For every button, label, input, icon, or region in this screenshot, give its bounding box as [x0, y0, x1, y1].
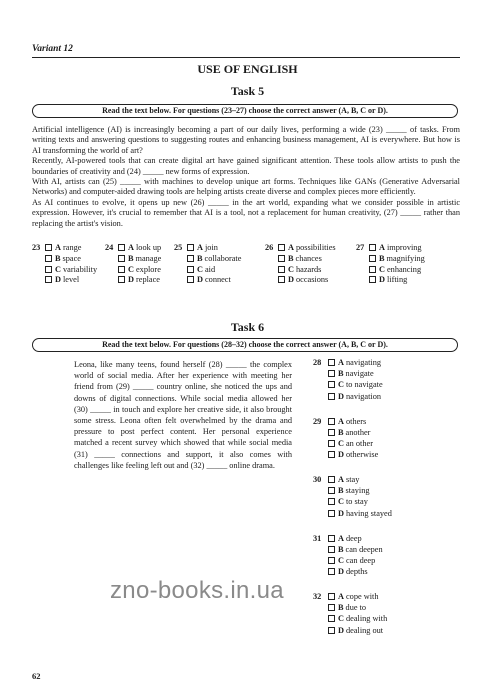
checkbox-icon[interactable] — [278, 266, 285, 273]
option-text: look up — [136, 243, 162, 252]
option-letter: C — [338, 614, 344, 624]
answer-option[interactable] — [369, 254, 425, 265]
option-letter: A — [338, 358, 344, 367]
checkbox-icon[interactable] — [328, 627, 335, 634]
option-letter: B — [338, 544, 344, 554]
question-number: 27 — [356, 243, 365, 252]
option-letter: D — [379, 275, 385, 285]
option-text: depths — [346, 567, 368, 577]
answer-option[interactable] — [278, 275, 328, 286]
checkbox-icon[interactable] — [187, 276, 194, 283]
checkbox-icon[interactable] — [45, 266, 52, 273]
option-text: another — [345, 427, 371, 437]
option-letter: A — [338, 592, 344, 601]
option-letter: A — [55, 243, 61, 252]
option-text: manage — [135, 253, 162, 263]
checkbox-icon[interactable] — [45, 255, 52, 262]
answer-option[interactable] — [328, 534, 362, 545]
answer-option[interactable] — [45, 254, 81, 265]
checkbox-icon[interactable] — [328, 546, 335, 553]
answer-option[interactable] — [328, 486, 370, 497]
option-text: occasions — [296, 275, 329, 285]
answer-option[interactable] — [187, 243, 218, 254]
checkbox-icon[interactable] — [118, 244, 125, 251]
answer-option[interactable] — [328, 392, 381, 403]
question-number: 32 — [313, 592, 322, 601]
option-text: dealing out — [346, 625, 384, 635]
option-text: improving — [387, 243, 422, 252]
question-number: 28 — [313, 358, 322, 367]
option-text: explore — [136, 264, 161, 274]
checkbox-icon[interactable] — [328, 393, 335, 400]
option-letter: D — [338, 450, 344, 460]
option-letter: B — [338, 486, 344, 496]
option-letter: C — [338, 438, 344, 448]
answer-option[interactable] — [328, 417, 366, 428]
checkbox-icon[interactable] — [328, 568, 335, 575]
option-letter: B — [55, 253, 61, 263]
option-text: can deepen — [345, 544, 383, 554]
option-letter: C — [128, 264, 134, 274]
answer-option[interactable] — [328, 475, 359, 486]
checkbox-icon[interactable] — [278, 244, 285, 251]
checkbox-icon[interactable] — [278, 276, 285, 283]
option-letter: D — [55, 275, 61, 285]
option-text: to navigate — [346, 380, 383, 390]
option-letter: B — [338, 427, 344, 437]
option-letter: C — [288, 264, 294, 274]
answer-option[interactable] — [328, 509, 392, 520]
option-text: deep — [346, 533, 362, 543]
option-text: connect — [205, 275, 231, 285]
option-text: replace — [136, 275, 160, 285]
checkbox-icon[interactable] — [187, 244, 194, 251]
answer-option[interactable] — [328, 369, 374, 380]
watermark-text: zno-books.in.ua — [110, 577, 284, 604]
answer-option[interactable] — [278, 254, 322, 265]
checkbox-icon[interactable] — [118, 266, 125, 273]
option-letter: D — [288, 275, 294, 285]
question-number: 30 — [313, 475, 322, 484]
variant-label: Variant 12 — [32, 44, 73, 54]
option-text: navigation — [346, 391, 382, 401]
question-number: 29 — [313, 416, 322, 426]
question-number: 23 — [32, 243, 41, 252]
task5-title: Task 5 — [230, 84, 265, 98]
answer-option[interactable] — [118, 254, 161, 265]
question-number: 25 — [174, 243, 183, 252]
checkbox-icon[interactable] — [328, 359, 335, 366]
checkbox-icon[interactable] — [369, 276, 376, 283]
answer-option[interactable] — [328, 592, 379, 603]
checkbox-icon[interactable] — [328, 381, 335, 388]
checkbox-icon[interactable] — [278, 255, 285, 262]
answer-option[interactable] — [328, 450, 378, 461]
option-text: collaborate — [204, 253, 242, 263]
section-title: USE OF ENGLISH — [197, 62, 298, 76]
header-divider — [32, 57, 460, 58]
option-text: having stayed — [346, 508, 392, 518]
answer-option[interactable] — [187, 265, 215, 276]
answer-option[interactable] — [328, 626, 383, 637]
checkbox-icon[interactable] — [328, 557, 335, 564]
option-letter: B — [197, 253, 203, 263]
option-text: possibilities — [296, 243, 336, 252]
checkbox-icon[interactable] — [328, 535, 335, 542]
answer-option[interactable] — [187, 275, 231, 286]
option-letter: B — [379, 253, 385, 263]
answer-option[interactable] — [328, 603, 366, 614]
answer-option[interactable] — [328, 556, 375, 567]
answer-option[interactable] — [369, 275, 407, 286]
option-letter: D — [338, 508, 344, 518]
checkbox-icon[interactable] — [187, 255, 194, 262]
answer-option[interactable] — [328, 497, 368, 508]
option-letter: A — [288, 243, 294, 252]
task5-paragraph: Recently, AI-powered tools that can create digital art have gained significant attention. These tools allow artists to push the boundaries of creativity and (24) _____ new forms of expression. — [32, 156, 460, 176]
checkbox-icon[interactable] — [45, 244, 52, 251]
task6-title: Task 6 — [230, 320, 265, 334]
checkbox-icon[interactable] — [328, 440, 335, 447]
checkbox-icon[interactable] — [328, 370, 335, 377]
option-text: join — [205, 243, 218, 252]
option-letter: C — [379, 264, 385, 274]
answer-option[interactable] — [278, 243, 336, 254]
option-letter: D — [197, 275, 203, 285]
checkbox-icon[interactable] — [328, 487, 335, 494]
task5-instruction: Read the text below. For questions (23–27) choose the correct answer (A, B, C or D). — [32, 104, 458, 118]
option-text: range — [63, 243, 82, 252]
option-text: due to — [345, 603, 367, 613]
option-letter: A — [128, 243, 134, 252]
checkbox-icon[interactable] — [328, 476, 335, 483]
option-letter: C — [338, 497, 344, 507]
option-letter: A — [197, 243, 203, 252]
option-letter: A — [379, 243, 385, 252]
checkbox-icon[interactable] — [45, 276, 52, 283]
option-text: space — [62, 253, 81, 263]
option-text: hazards — [296, 264, 322, 274]
task6-passage: Leona, like many teens, found herself (28) _____ the complex world of social media. After her experience with meeting her friend from (29) _____ country online, she noticed the ups and downs of digital connections. While social media allowed her (30) _____ in touch and explore her creative side, it also brought some stress. Leona often felt overwhelmed by the drama and pressure to post perfect content. Her personal experience matched a recent survey which showed that while social media (31) _____ connections and support, it also comes with challenges like feeling left out and (32) _____ online drama. — [74, 360, 292, 470]
option-text: dealing with — [346, 614, 388, 624]
option-text: others — [346, 416, 367, 426]
option-letter: D — [338, 391, 344, 401]
option-text: stay — [346, 475, 360, 484]
option-letter: C — [197, 264, 203, 274]
answer-option[interactable] — [118, 243, 161, 254]
answer-option[interactable] — [118, 265, 161, 276]
option-text: to stay — [346, 497, 368, 507]
checkbox-icon[interactable] — [328, 510, 335, 517]
answer-option[interactable] — [278, 265, 321, 276]
option-text: chances — [295, 253, 322, 263]
answer-option[interactable] — [328, 439, 373, 450]
option-text: staying — [345, 486, 370, 496]
checkbox-icon[interactable] — [369, 266, 376, 273]
option-text: enhancing — [387, 264, 422, 274]
option-letter: C — [338, 380, 344, 390]
answer-option[interactable] — [328, 614, 387, 625]
checkbox-icon[interactable] — [328, 429, 335, 436]
option-letter: D — [338, 567, 344, 577]
answer-option[interactable] — [369, 265, 421, 276]
answer-option[interactable] — [45, 265, 97, 276]
answer-option[interactable] — [328, 545, 383, 556]
answer-option[interactable] — [45, 275, 79, 286]
option-text: otherwise — [346, 450, 379, 460]
option-text: navigating — [346, 358, 382, 367]
option-letter: A — [338, 533, 344, 543]
question-number: 31 — [313, 533, 322, 543]
checkbox-icon[interactable] — [328, 593, 335, 600]
option-text: variability — [63, 264, 98, 274]
option-text: aid — [205, 264, 216, 274]
task5-paragraph: As AI continues to evolve, it opens up new (26) _____ in the art world, expanding what we consider possible in artistic expression. However, it's crucial to remember that AI is a tool, not a replacement for human creativity, (27) _____ rather than replacing the artist's vision. — [32, 197, 460, 228]
task6-instruction: Read the text below. For questions (28–32) choose the correct answer (A, B, C or D). — [32, 338, 458, 352]
checkbox-icon[interactable] — [328, 604, 335, 611]
option-letter: B — [128, 253, 134, 263]
option-text: magnifying — [386, 253, 425, 263]
checkbox-icon[interactable] — [328, 615, 335, 622]
answer-option[interactable] — [118, 275, 160, 286]
checkbox-icon[interactable] — [328, 451, 335, 458]
question-number: 26 — [265, 243, 274, 252]
checkbox-icon[interactable] — [328, 418, 335, 425]
answer-option[interactable] — [328, 567, 368, 578]
option-letter: A — [338, 475, 344, 484]
option-letter: B — [338, 369, 344, 379]
option-text: an other — [346, 438, 373, 448]
answer-option[interactable] — [187, 254, 241, 265]
answer-option[interactable] — [45, 243, 81, 254]
page-number: 62 — [32, 671, 41, 681]
option-text: can deep — [346, 555, 376, 565]
checkbox-icon[interactable] — [369, 244, 376, 251]
option-text: level — [63, 275, 80, 285]
answer-option[interactable] — [369, 243, 422, 254]
option-letter: C — [55, 264, 61, 274]
task5-passage — [32, 125, 460, 229]
option-text: navigate — [345, 369, 374, 379]
option-letter: A — [338, 416, 344, 426]
option-letter: B — [288, 253, 294, 263]
option-letter: B — [338, 603, 344, 613]
checkbox-icon[interactable] — [328, 498, 335, 505]
answer-option[interactable] — [328, 380, 383, 391]
option-letter: D — [128, 275, 134, 285]
answer-option[interactable] — [328, 358, 381, 369]
option-letter: C — [338, 555, 344, 565]
answer-option[interactable] — [328, 428, 370, 439]
option-text: cope with — [346, 592, 379, 601]
checkbox-icon[interactable] — [187, 266, 194, 273]
checkbox-icon[interactable] — [369, 255, 376, 262]
option-letter: D — [338, 625, 344, 635]
task5-paragraph: With AI, artists can (25) _____ with machines to develop unique art forms. Techniques like GANs (Generative Adversarial Networks) and computer-aided drawing tools are helping artists create diverse and complex pieces more efficiently. — [32, 177, 460, 197]
question-number: 24 — [105, 243, 114, 252]
option-text: lifting — [387, 275, 408, 285]
checkbox-icon[interactable] — [118, 255, 125, 262]
task5-paragraph: Artificial intelligence (AI) is increasingly becoming a part of our daily lives, performing a wide (23) _____ of tasks. From writing texts and answering questions to suggesting routes and enhancing business management, AI is everywhere. But how is AI transforming the world of art? — [32, 125, 460, 155]
checkbox-icon[interactable] — [118, 276, 125, 283]
